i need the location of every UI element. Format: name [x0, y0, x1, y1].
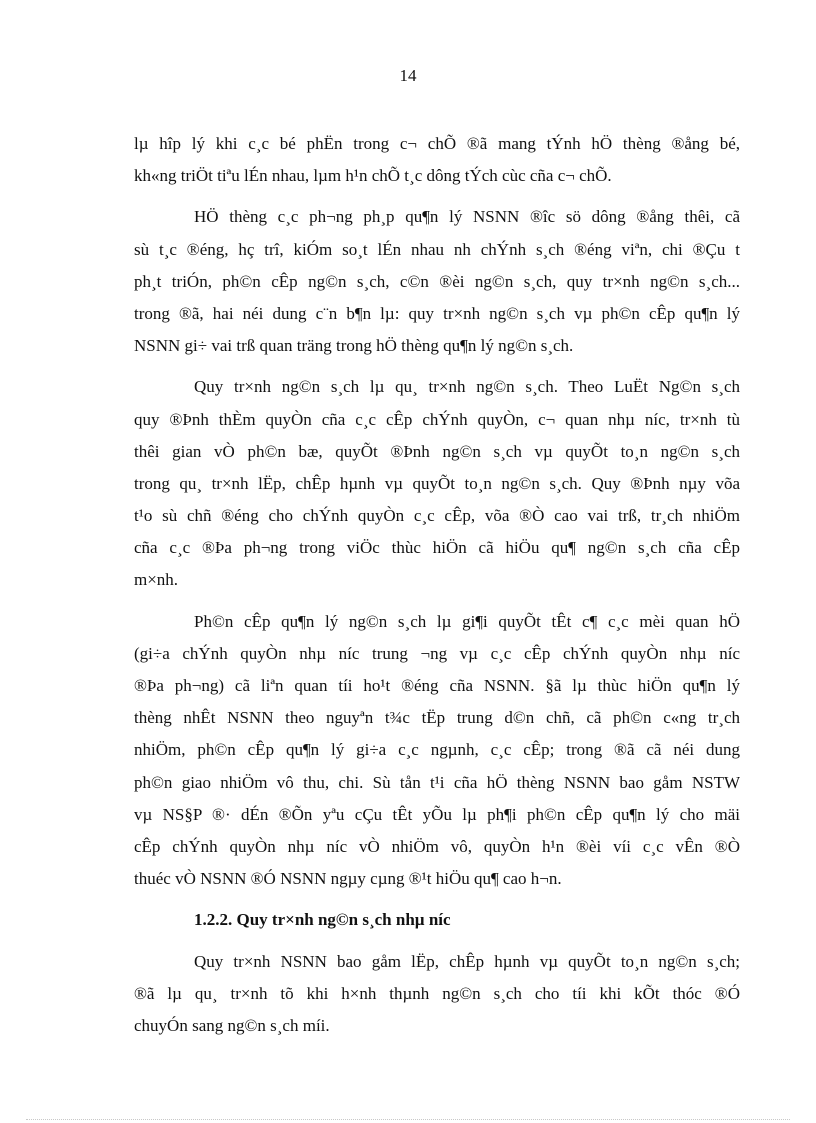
paragraph-3	[134, 371, 740, 596]
paragraph-4	[134, 606, 740, 896]
text-line: ph©n giao nhiÖm vô thu, chi. Sù tån t¹i cña hÖ thèng NSNN bao gåm NSTW	[134, 772, 740, 792]
section-heading	[134, 904, 740, 936]
paragraph-5	[134, 946, 740, 1043]
text-line: (gi÷a chÝnh quyÒn nhµ níc trung ¬ng vµ c¸c cÊp chÝnh quyÒn nhµ níc	[134, 643, 740, 663]
text-line: kh«ng triÖt tiªu lÉn nhau, lµm h¹n chÕ t¸c dông tÝch cùc cña c¬ chÕ.	[134, 166, 612, 186]
text-line: trong qu¸ tr×nh lËp, chÊp hµnh vµ quyÕt to¸n ng©n s¸ch. Quy ®Þnh nµy võa	[134, 473, 740, 493]
text-line: thêi gian vÒ ph©n bæ, quyÕt ®Þnh ng©n s¸ch vµ quyÕt to¸n ng©n s¸ch	[134, 441, 740, 461]
text-line: Quy tr×nh NSNN bao gåm lËp, chÊp hµnh vµ quyÕt to¸n ng©n s¸ch;	[194, 951, 740, 971]
section-heading-text: 1.2.2. Quy tr×nh ng©n s¸ch nhµ níc	[194, 910, 451, 930]
paragraph-1	[134, 128, 740, 192]
text-line: ®ã lµ qu¸ tr×nh tõ khi h×nh thµnh ng©n s¸ch cho tíi khi kÕt thóc ®Ó	[134, 983, 740, 1003]
text-line: quy ®Þnh thÈm quyÒn cña c¸c cÊp chÝnh quyÒn, c¬ quan nhµ níc, tr×nh tù	[134, 409, 740, 429]
body-text	[134, 128, 740, 1042]
text-line: NSNN gi÷ vai trß quan träng trong hÖ thèng qu¶n lý ng©n s¸ch.	[134, 336, 574, 356]
text-line: Ph©n cÊp qu¶n lý ng©n s¸ch lµ gi¶i quyÕt tÊt c¶ c¸c mèi quan hÖ	[194, 611, 740, 631]
text-line: nhiÖm, ph©n cÊp qu¶n lý gi÷a c¸c ngµnh, c¸c cÊp; trong ®ã cã néi dung	[134, 740, 740, 760]
text-line: cña c¸c ®Þa ph¬ng trong viÖc thùc hiÖn cã hiÖu qu¶ ng©n s¸ch cña cÊp	[134, 538, 740, 558]
text-line: t¹o sù chñ ®éng cho chÝnh quyÒn c¸c cÊp, võa ®Ò cao vai trß, tr¸ch nhiÖm	[134, 506, 740, 526]
text-line: ph¸t triÓn, ph©n cÊp ng©n s¸ch, c©n ®èi ng©n s¸ch, quy tr×nh ng©n s¸ch...	[134, 271, 740, 291]
text-line: HÖ thèng c¸c ph¬ng ph¸p qu¶n lý NSNN ®îc sö dông ®ång thêi, cã	[194, 207, 740, 227]
text-line: sù t¸c ®éng, hç trî, kiÓm so¸t lÉn nhau nh chÝnh s¸ch ®éng viªn, chi ®Çu t	[134, 239, 740, 259]
text-line: lµ hîp lý khi c¸c bé phËn trong c¬ chÕ ®ã mang tÝnh hÖ thèng ®ång bé,	[134, 134, 740, 153]
text-line: Quy tr×nh ng©n s¸ch lµ qu¸ tr×nh ng©n s¸ch. Theo LuËt Ng©n s¸ch	[194, 377, 740, 397]
page-bottom-rule	[26, 1119, 790, 1120]
text-line: thèng nhÊt NSNN theo nguyªn t¾c tËp trung d©n chñ, cã ph©n c«ng tr¸ch	[134, 708, 740, 728]
text-line: thuéc vÒ NSNN ®Ó NSNN ngµy cµng ®¹t hiÖu qu¶ cao h¬n.	[134, 869, 562, 889]
text-line: cÊp chÝnh quyÒn nhµ níc vÒ nhiÖm vô, quyÒn h¹n ®èi víi c¸c vÊn ®Ò	[134, 836, 740, 856]
text-line: ®Þa ph¬ng) cã liªn quan tíi ho¹t ®éng cña NSNN. §ã lµ thùc hiÖn qu¶n lý	[134, 676, 740, 695]
page-number: 14	[399, 66, 417, 85]
text-line: m×nh.	[134, 570, 179, 590]
text-line: vµ NS§P ®· dÉn ®Õn yªu cÇu tÊt yÕu lµ ph¶i ph©n cÊp qu¶n lý cho mäi	[134, 804, 740, 824]
paragraph-2	[134, 201, 740, 362]
text-line: trong ®ã, hai néi dung c¨n b¶n lµ: quy tr×nh ng©n s¸ch vµ ph©n cÊp qu¶n lý	[134, 303, 740, 323]
text-line: chuyÓn sang ng©n s¸ch míi.	[134, 1015, 330, 1035]
